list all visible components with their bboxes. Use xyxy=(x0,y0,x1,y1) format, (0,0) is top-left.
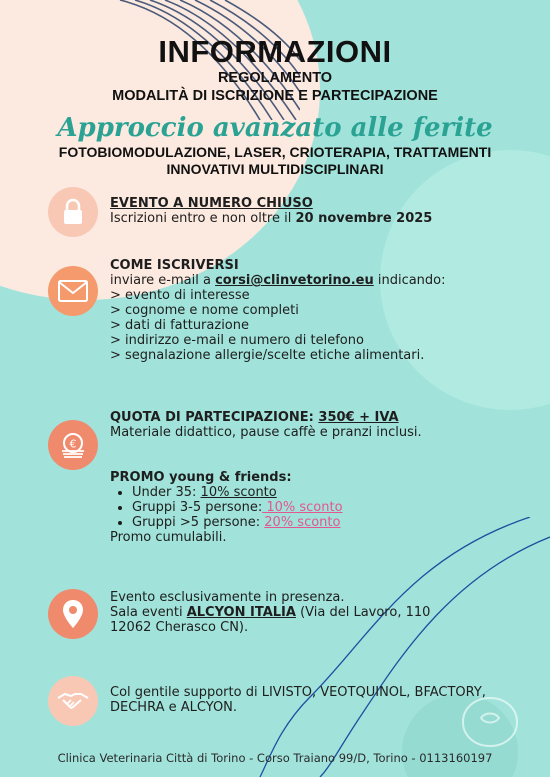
course-title: Approccio avanzato alle ferite xyxy=(57,113,493,143)
supporto-line-1: Col gentile supporto di LIVISTO, VEOTQUINOL, BFACTORY, xyxy=(110,685,486,700)
evento-heading: EVENTO A NUMERO CHIUSO xyxy=(110,196,313,211)
envelope-icon xyxy=(48,266,98,316)
topics-line-2: INNOVATIVI MULTIDISCIPLINARI xyxy=(166,161,384,177)
svg-text:€: € xyxy=(69,437,77,451)
promo-list xyxy=(110,485,343,530)
header xyxy=(0,35,550,177)
luogo-line-1: Evento esclusivamente in presenza. xyxy=(110,590,345,605)
evento-section xyxy=(110,196,432,226)
iscrizione-intro: inviare e-mail a corsi@clinvetorino.eu indicando: xyxy=(110,273,446,288)
coins-icon xyxy=(48,420,98,470)
iscrizione-section xyxy=(110,258,446,363)
quota-text: Materiale didattico, pause caffè e pranzi inclusi. xyxy=(110,425,422,440)
quota-price: 350€ + IVA xyxy=(318,410,399,425)
quota-heading: QUOTA DI PARTECIPAZIONE: 350€ + IVA xyxy=(110,410,399,425)
promo-item: • Gruppi >5 persone: 20% sconto xyxy=(132,515,343,530)
luogo-line-2: Sala eventi ALCYON ITALIA (Via del Lavoro, 110 xyxy=(110,605,431,620)
luogo-section xyxy=(110,590,430,635)
promo-section xyxy=(110,470,343,545)
promo-heading: PROMO young & friends: xyxy=(110,470,292,485)
promo-item: • Under 35: 10% sconto xyxy=(132,485,343,500)
luogo-line-3: 12062 Cherasco CN). xyxy=(110,620,249,635)
quota-section xyxy=(110,410,422,440)
venue-name: ALCYON ITALIA xyxy=(186,605,296,620)
iscrizione-item: > evento di interesse xyxy=(110,288,250,303)
iscrizione-item: > segnalazione allergie/scelte etiche alimentari. xyxy=(110,348,425,363)
iscrizione-item: > cognome e nome completi xyxy=(110,303,299,318)
subtitle-modalita: MODALITÀ DI ISCRIZIONE E PARTECIPAZIONE xyxy=(112,88,438,104)
iscrizione-item: > dati di fatturazione xyxy=(110,318,249,333)
page-title: INFORMAZIONI xyxy=(158,34,392,69)
supporto-section xyxy=(110,685,486,715)
lock-icon xyxy=(48,187,98,237)
topics-line-1: FOTOBIOMODULAZIONE, LASER, CRIOTERAPIA, TRATTAMENTI xyxy=(58,144,492,160)
location-pin-icon xyxy=(48,589,98,639)
iscrizione-heading: COME ISCRIVERSI xyxy=(110,258,239,273)
footer-address: Clinica Veterinaria Città di Torino - Corso Traiano 99/D, Torino - 0113160197 xyxy=(57,751,493,765)
promo-note: Promo cumulabili. xyxy=(110,530,227,545)
handshake-icon xyxy=(48,676,98,726)
supporto-line-2: DECHRA e ALCYON. xyxy=(110,700,238,715)
subtitle-regolamento: REGOLAMENTO xyxy=(217,70,333,86)
evento-deadline: 20 novembre 2025 xyxy=(295,211,433,226)
iscrizione-item: > indirizzo e-mail e numero di telefono xyxy=(110,333,364,348)
promo-item: • Gruppi 3-5 persone: 10% sconto xyxy=(132,500,343,515)
evento-text: Iscrizioni entro e non oltre il 20 novembre 2025 xyxy=(110,211,433,226)
email-link[interactable]: corsi@clinvetorino.eu xyxy=(215,273,374,288)
logo-watermark-icon xyxy=(455,690,525,752)
